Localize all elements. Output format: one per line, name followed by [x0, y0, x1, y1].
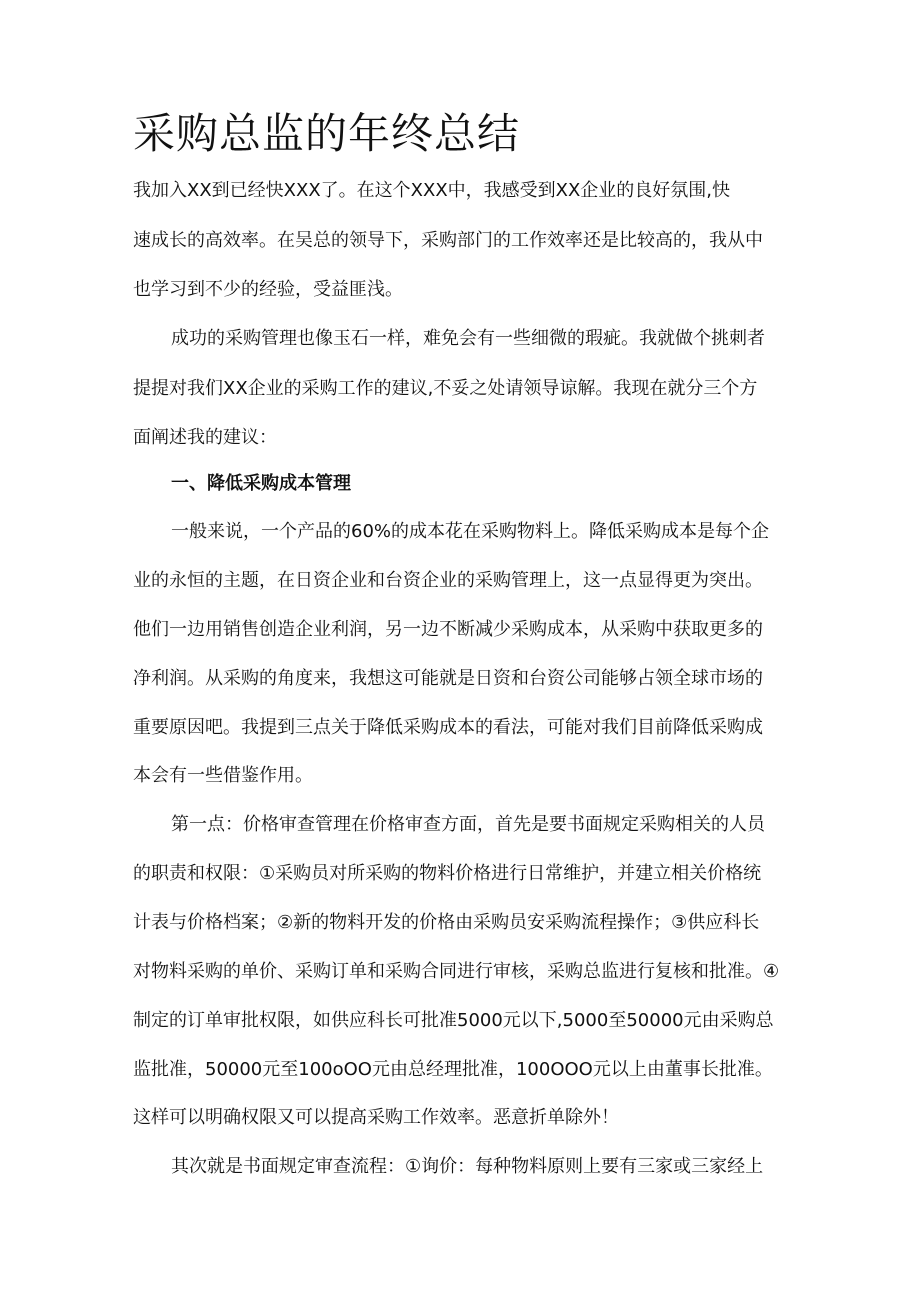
body-line: 这样可以明确权限又可以提高采购工作效率。恶意折单除外！ [133, 1107, 619, 1128]
body-line: 重要原因吧。我提到三点关于降低采购成本的看法，可能对我们目前降低采购成 [133, 717, 763, 738]
body-line: 也学习到不少的经验，受益匪浅。 [133, 279, 403, 300]
body-line: 速成长的高效率。在吴总的领导下，采购部门的工作效率还是比较高的，我从中 [133, 230, 763, 251]
body-line: 第一点：价格审查管理在价格审查方面，首先是要书面规定采购相关的人员 [171, 814, 765, 835]
body-line: 面阐述我的建议： [133, 427, 277, 448]
body-line: 提提对我们XX企业的采购工作的建议,不妥之处请领导谅解。我现在就分三个方 [133, 378, 758, 399]
body-line: 计表与价格档案；②新的物料开发的价格由采购员安采购流程操作；③供应科长 [133, 912, 760, 933]
body-line: 对物料采购的单价、采购订单和采购合同进行审核，采购总监进行复核和批准。④ [133, 961, 780, 982]
body-line: 监批准，50000元至100oOO元由总经理批准，100OOO元以上由董事长批准。 [133, 1059, 773, 1080]
body-line: 一般来说，一个产品的60%的成本花在采购物料上。降低采购成本是每个企 [171, 521, 770, 542]
body-line: 净利润。从采购的角度来，我想这可能就是日资和台资公司能够占领全球市场的 [133, 668, 763, 689]
body-line: 我加入XX到已经快XXX了。在这个XXX中，我感受到XX企业的良好氛围,快 [133, 180, 731, 201]
body-line: 成功的采购管理也像玉石一样，难免会有一些细微的瑕疵。我就做个挑刺者 [171, 328, 765, 349]
body-line: 业的永恒的主题，在日资企业和台资企业的采购管理上，这一点显得更为突出。 [133, 570, 763, 591]
body-line: 制定的订单审批权限，如供应科长可批准5000元以下,5000至50000元由采购总 [133, 1010, 774, 1031]
body-line: 本会有一些借鉴作用。 [133, 765, 313, 786]
body-line: 他们一边用销售创造企业利润，另一边不断减少采购成本，从采购中获取更多的 [133, 619, 763, 640]
body-line: 其次就是书面规定审查流程：①询价：每种物料原则上要有三家或三家经上 [171, 1156, 764, 1177]
document-title: 采购总监的年终总结 [133, 109, 521, 158]
section-heading: 一、降低采购成本管理 [171, 473, 351, 494]
body-line: 的职责和权限：①采购员对所采购的物料价格进行日常维护，并建立相关价格统 [133, 863, 762, 884]
